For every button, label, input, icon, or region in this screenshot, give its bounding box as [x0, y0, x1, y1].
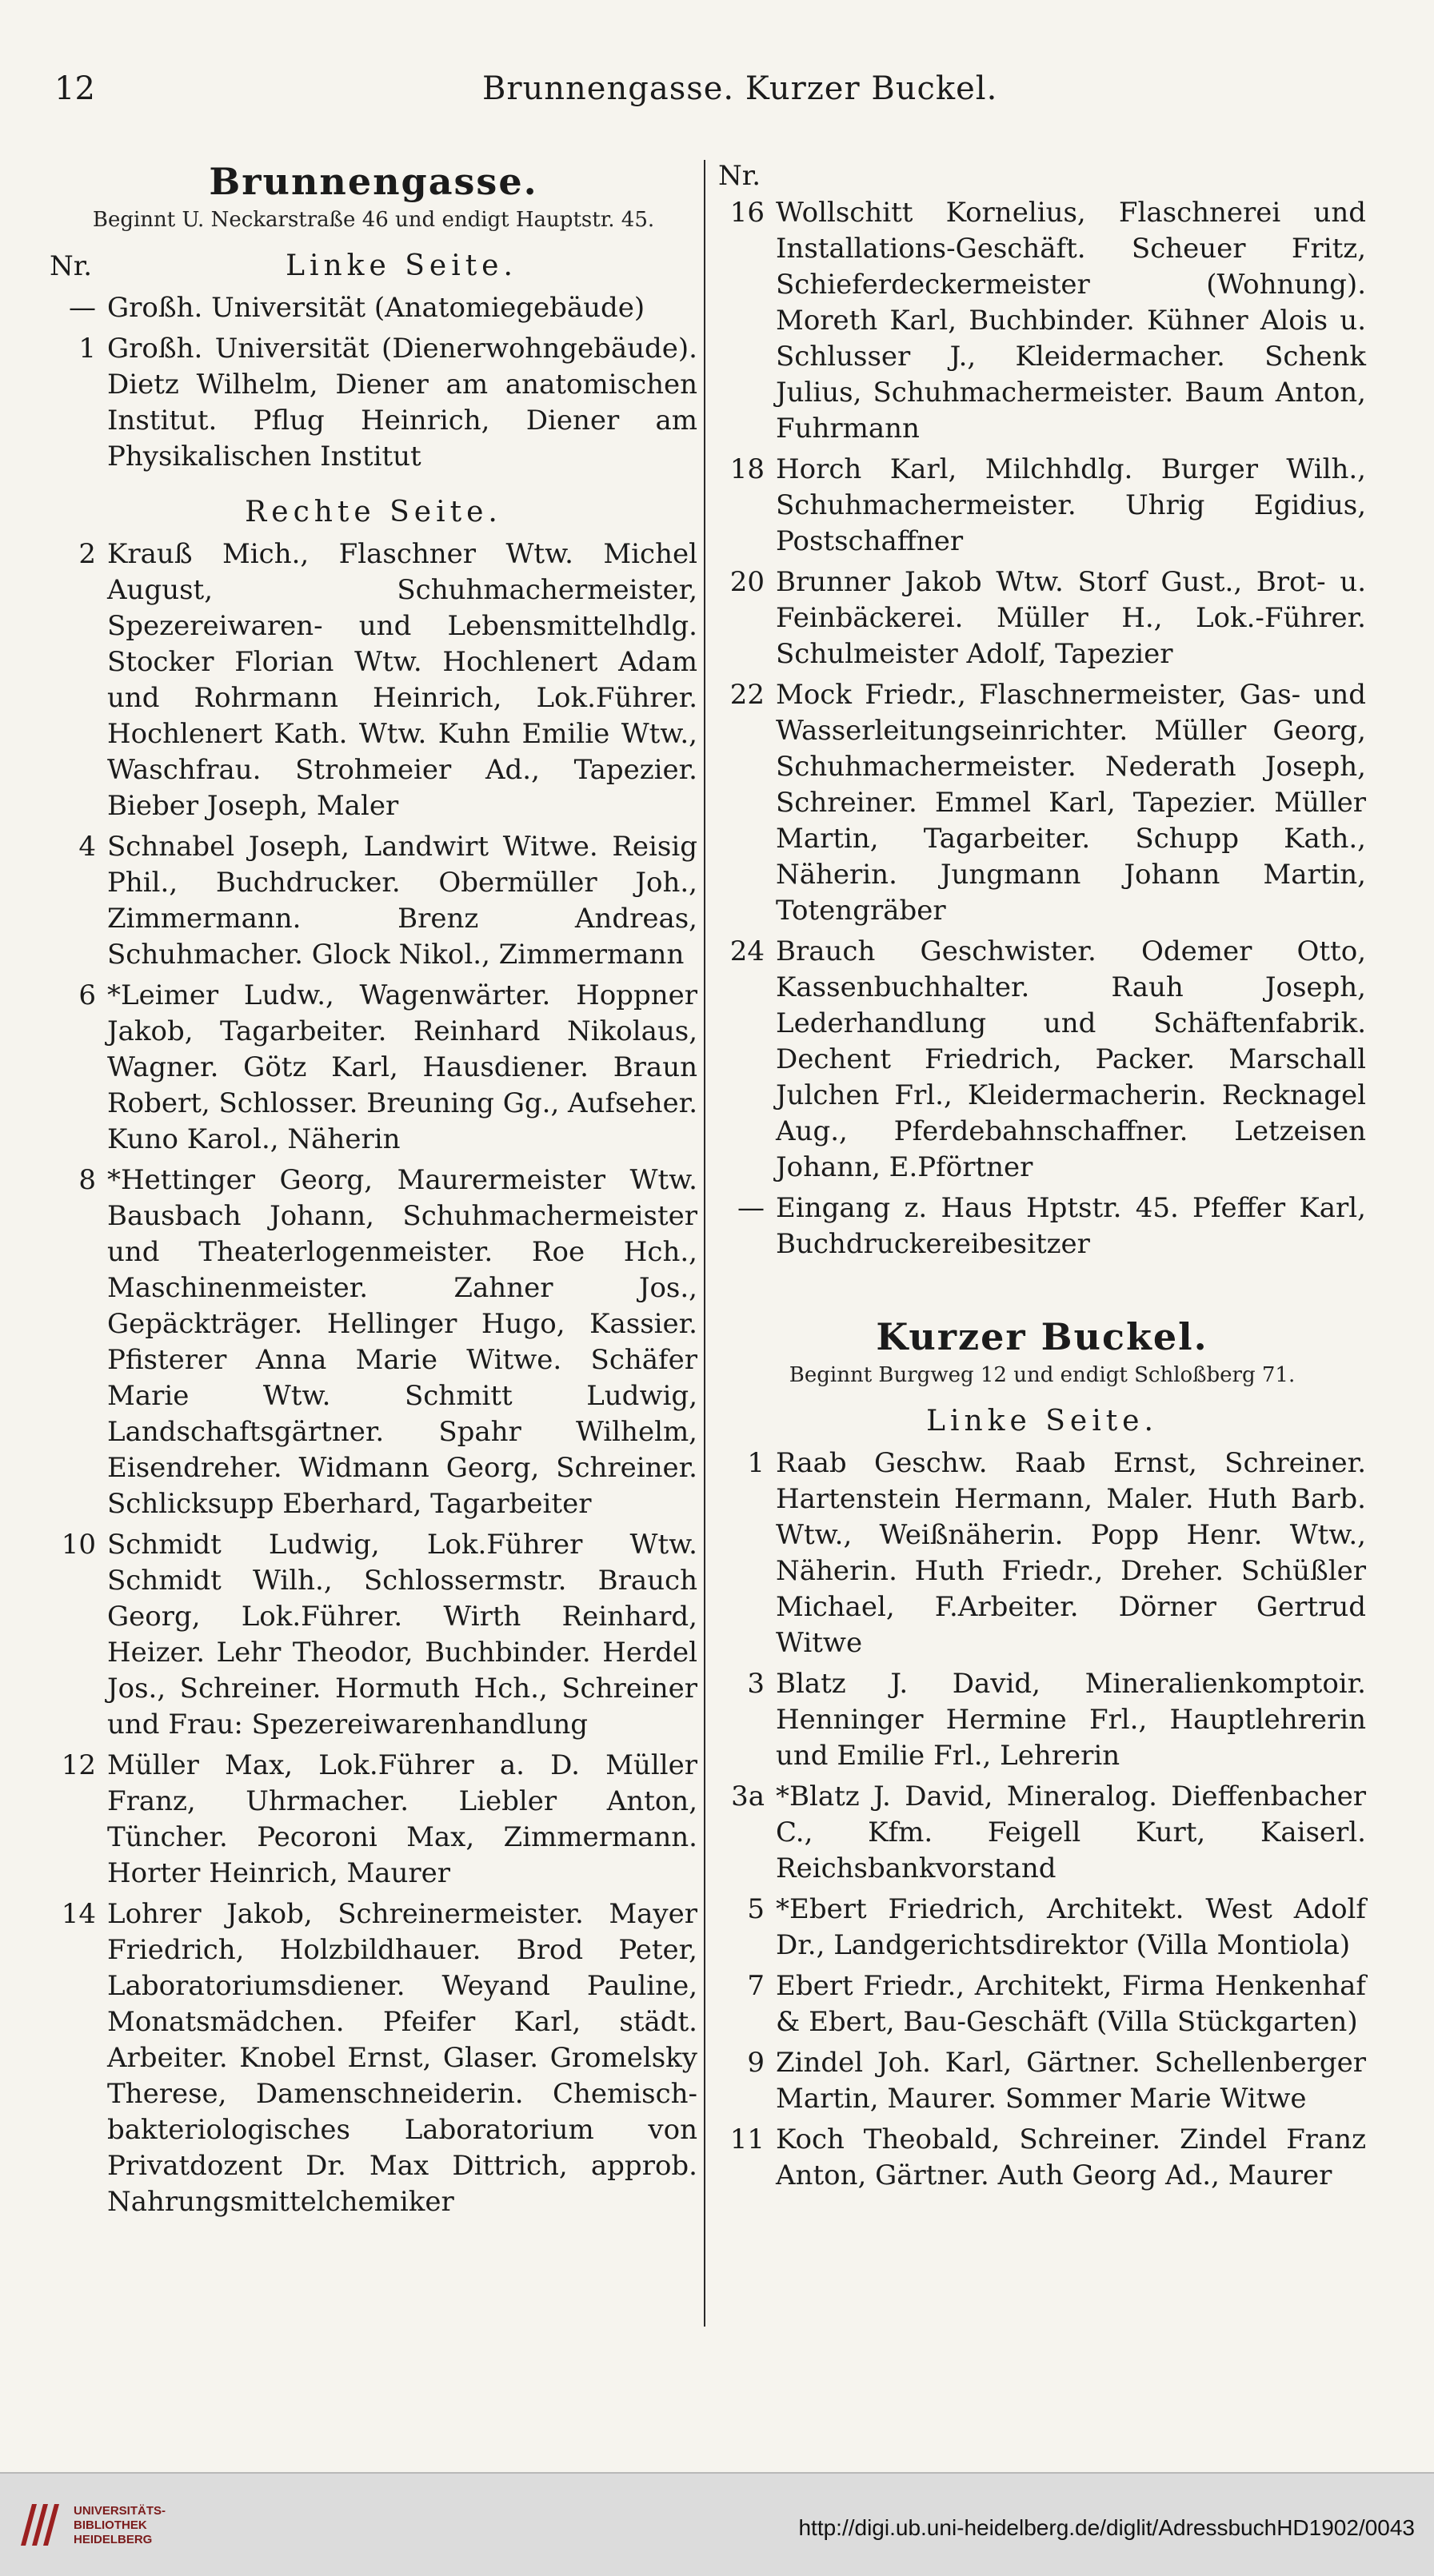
street-subtitle-kurzer-buckel: Beginnt Burgweg 12 und endigt Schloßberg 71. — [789, 1363, 1296, 1387]
address-entry — [718, 1892, 1366, 1964]
house-number: 1 — [747, 1447, 765, 1479]
address-entry — [50, 829, 697, 973]
resident-text: Krauß Mich., Flaschner Wtw. Michel August, Schuhmachermeister, Spezereiwaren- und Lebensmittelhdlg. Stocker Florian Wtw. Hochlenert Adam und Rohrmann Heinrich, Lok.Führer. Hochlenert Kath. Wtw. Kuhn Emilie Wtw., Waschfrau. Strohmeier Ad., Tapezier. Bieber Joseph, Maler — [107, 538, 697, 822]
house-number: 2 — [78, 538, 96, 570]
page-header — [54, 70, 1366, 118]
house-number: 5 — [747, 1893, 765, 1925]
address-entry — [718, 452, 1366, 560]
logo-line-3: HEIDELBERG — [74, 2533, 153, 2546]
house-number: 24 — [729, 935, 765, 967]
resident-text: Blatz J. David, Mineralienkomptoir. Henninger Hermine Frl., Hauptlehrerin und Emilie Frl., Lehrerin — [776, 1668, 1366, 1772]
left-column — [50, 160, 697, 2225]
address-entry — [718, 2045, 1366, 2117]
resident-text: *Hettinger Georg, Maurermeister Wtw. Bausbach Johann, Schuhmachermeister und Theaterlogenmeister. Roe Hch., Maschinenmeister. Zahner Jos., Gepäckträger. Hellinger Hugo, Kassier. Pfisterer Anna Marie Witwe. Schäfer Marie Wtw. Schmitt Ludwig, Landschaftsgärtner. Spahr Wilhelm, Eisendreher. Widmann Georg, Schreiner. Schlicksupp Eberhard, Tagarbeiter — [107, 1164, 697, 1520]
side-label-links: Linke Seite. — [286, 249, 517, 282]
house-number: 18 — [729, 453, 765, 485]
resident-text: *Ebert Friedrich, Architekt. West Adolf Dr., Landgerichtsdirektor (Villa Montiola) — [776, 1893, 1366, 1961]
right-column — [718, 160, 1366, 2199]
resident-text: Raab Geschw. Raab Ernst, Schreiner. Hartenstein Hermann, Maler. Huth Barb. Wtw., Weißnäherin. Popp Henr. Wtw., Näherin. Huth Friedr., Dreher. Schüßler Michael, F.Arbeiter. Dörner Gertrud Witwe — [776, 1447, 1366, 1659]
resident-text: Großh. Universität (Dienerwohngebäude). Dietz Wilhelm, Diener am anatomischen Institut. Pflug Heinrich, Diener am Physikalischen Institut — [107, 333, 697, 473]
address-entry — [718, 1779, 1366, 1887]
street-title-brunnengasse: Brunnengasse. — [209, 160, 538, 203]
address-entry — [718, 1190, 1366, 1262]
resident-text: Lohrer Jakob, Schreinermeister. Mayer Friedrich, Holzbildhauer. Brod Peter, Laboratoriumsdiener. Weyand Pauline, Monatsmädchen. Pfeifer Karl, städt. Arbeiter. Knobel Ernst, Glaser. Gromelsky Therese, Damenschneiderin. Chemisch-bakteriologisches Laboratorium von Privatdozent Dr. Max Dittrich, approb. Nahrungsmittelchemiker — [107, 1898, 697, 2218]
resident-text: Horch Karl, Milchhdlg. Burger Wilh., Schuhmachermeister. Uhrig Egidius, Postschaffner — [776, 453, 1366, 557]
house-number: — — [737, 1192, 765, 1224]
address-entry — [50, 536, 697, 824]
house-number: 8 — [78, 1164, 96, 1196]
address-entry — [718, 2122, 1366, 2194]
address-entry — [718, 564, 1366, 672]
resident-text: Eingang z. Haus Hptstr. 45. Pfeffer Karl, Buchdruckereibesitzer — [776, 1192, 1366, 1260]
logo-line-2: BIBLIOTHEK — [74, 2518, 147, 2532]
side-label-links: Linke Seite. — [926, 1405, 1158, 1438]
address-entry — [50, 1162, 697, 1522]
library-logo-text — [74, 2504, 166, 2547]
resident-text: *Leimer Ludw., Wagenwärter. Hoppner Jakob, Tagarbeiter. Reinhard Nikolaus, Wagner. Götz Karl, Hausdiener. Braun Robert, Schlosser. Breuning Gg., Aufseher. Kuno Karol., Näherin — [107, 979, 698, 1155]
nr-label: Nr. — [50, 250, 93, 282]
footer-bar — [0, 2472, 1434, 2576]
house-number: 14 — [61, 1898, 96, 1930]
resident-text: Mock Friedr., Flaschnermeister, Gas- und Wasserleitungseinrichter. Müller Georg, Schuhmachermeister. Nederath Joseph, Schreiner. Emmel Karl, Tapezier. Müller Martin, Tagarbeiter. Schupp Kath., Näherin. Jungmann Johann Martin, Totengräber — [776, 679, 1366, 927]
address-entry — [50, 1748, 697, 1892]
column-heading-row — [50, 249, 697, 282]
house-number: 10 — [61, 1529, 96, 1561]
logo-line-1: UNIVERSITÄTS- — [74, 2504, 166, 2518]
side-label-rechts: Rechte Seite. — [245, 496, 502, 528]
street-subtitle-brunnengasse: Beginnt U. Neckarstraße 46 und endigt Hauptstr. 45. — [92, 208, 655, 232]
house-number: 7 — [747, 1970, 765, 2002]
resident-text: Zindel Joh. Karl, Gärtner. Schellenberger Martin, Maurer. Sommer Marie Witwe — [776, 2047, 1366, 2115]
entry-list-links — [718, 1446, 1366, 2194]
house-number: 1 — [78, 333, 96, 365]
house-number: 3 — [747, 1668, 765, 1700]
address-entry — [50, 290, 697, 326]
column-divider — [704, 160, 705, 2327]
resident-text: Großh. Universität (Anatomiegebäude) — [107, 292, 645, 324]
entry-list-links — [50, 290, 697, 475]
house-number: 4 — [78, 831, 96, 863]
library-logo-icon — [16, 2498, 61, 2552]
house-number: 9 — [747, 2047, 765, 2079]
address-entry — [50, 331, 697, 475]
resident-text: Koch Theobald, Schreiner. Zindel Franz Anton, Gärtner. Auth Georg Ad., Maurer — [776, 2123, 1366, 2191]
house-number: 11 — [729, 2123, 765, 2155]
house-number: 22 — [729, 679, 765, 711]
running-title: Brunnengasse. Kurzer Buckel. — [482, 70, 998, 107]
address-entry — [718, 195, 1366, 447]
resident-text: Brauch Geschwister. Odemer Otto, Kassenbuchhalter. Rauh Joseph, Lederhandlung und Schäftenfabrik. Dechent Friedrich, Packer. Marschall Julchen Frl., Kleidermacherin. Recknagel Aug., Pferdebahnschaffner. Letzeisen Johann, E.Pförtner — [776, 935, 1366, 1183]
resident-text: Brunner Jakob Wtw. Storf Gust., Brot- u. Feinbäckerei. Müller H., Lok.-Führer. Schulmeister Adolf, Tapezier — [776, 566, 1366, 670]
address-entry — [718, 677, 1366, 929]
resident-text: Schnabel Joseph, Landwirt Witwe. Reisig Phil., Buchdrucker. Obermüller Joh., Zimmermann. Brenz Andreas, Schuhmacher. Glock Nikol., Zimmermann — [107, 831, 697, 971]
source-url-link[interactable]: http://digi.ub.uni-heidelberg.de/diglit/AdressbuchHD1902/0043 — [798, 2515, 1415, 2540]
section-gap — [718, 1267, 1366, 1315]
address-entry — [718, 934, 1366, 1186]
address-entry — [718, 1666, 1366, 1774]
address-entry — [50, 978, 697, 1158]
resident-text: Ebert Friedr., Architekt, Firma Henkenhaf & Ebert, Bau-Geschäft (Villa Stückgarten) — [776, 1970, 1366, 2038]
nr-label: Nr. — [718, 160, 761, 192]
street-title-kurzer-buckel: Kurzer Buckel. — [876, 1315, 1208, 1358]
address-entry — [50, 1527, 697, 1743]
house-number: 20 — [729, 566, 765, 598]
resident-text: Wollschitt Kornelius, Flaschnerei und Installations-Geschäft. Scheuer Fritz, Schieferdeckermeister (Wohnung). Moreth Karl, Buchbinder. Kühner Alois u. Schlusser J., Kleidermacher. Schenk Julius, Schuhmachermeister. Baum Anton, Fuhrmann — [776, 197, 1366, 445]
resident-text: Schmidt Ludwig, Lok.Führer Wtw. Schmidt Wilh., Schlossermstr. Brauch Georg, Lok.Führer. Wirth Reinhard, Heizer. Lehr Theodor, Buchbinder. Herdel Jos., Schreiner. Hormuth Hch., Schreiner und Frau: Spezereiwarenhandlung — [107, 1529, 697, 1741]
house-number: 12 — [61, 1749, 96, 1781]
entry-list-rechts — [50, 536, 697, 2220]
house-number: 6 — [78, 979, 96, 1011]
house-number: — — [69, 292, 96, 324]
entry-list-continued — [718, 195, 1366, 1262]
page-number: 12 — [54, 70, 95, 107]
house-number: 3a — [731, 1780, 765, 1812]
address-entry — [718, 1446, 1366, 1661]
resident-text: *Blatz J. David, Mineralog. Dieffenbacher C., Kfm. Feigell Kurt, Kaiserl. Reichsbankvorstand — [776, 1780, 1366, 1884]
address-entry — [50, 1896, 697, 2220]
resident-text: Müller Max, Lok.Führer a. D. Müller Franz, Uhrmacher. Liebler Anton, Tüncher. Pecoroni Max, Zimmermann. Horter Heinrich, Maurer — [107, 1749, 697, 1889]
house-number: 16 — [729, 197, 765, 229]
address-entry — [718, 1968, 1366, 2040]
